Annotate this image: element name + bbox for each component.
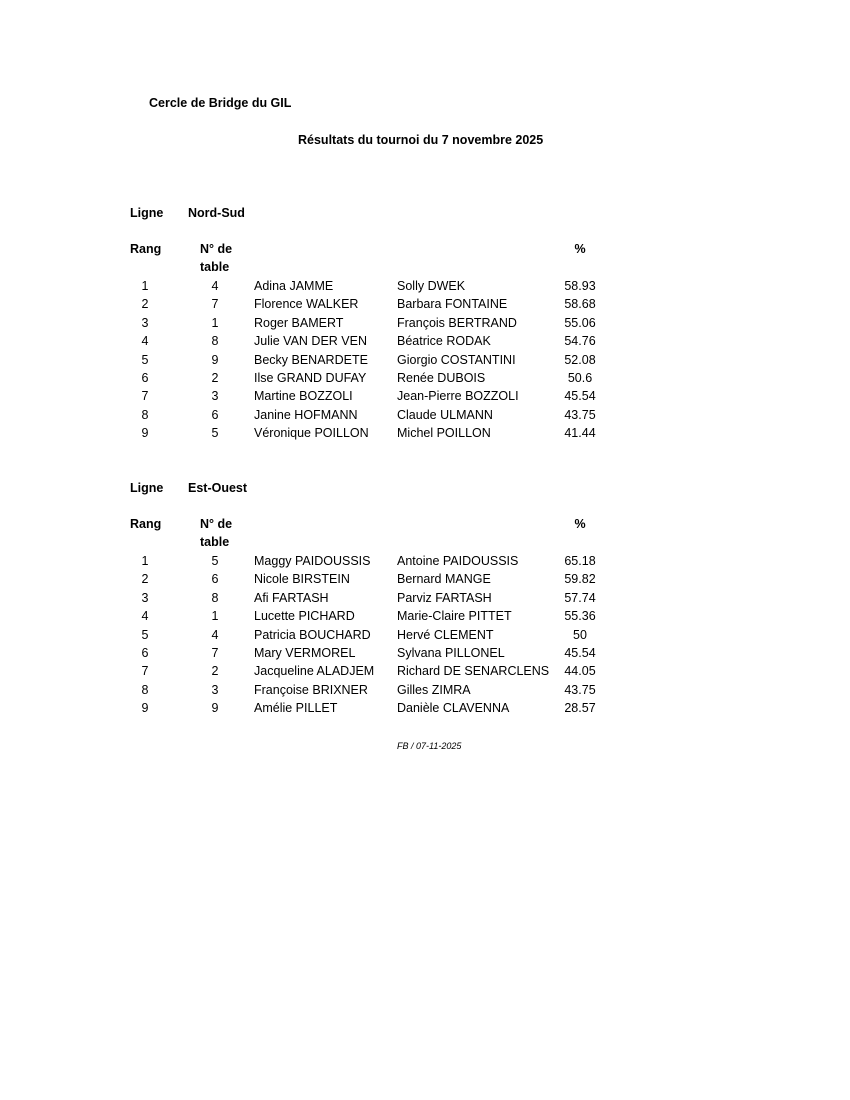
table-number-cell: 5 bbox=[211, 426, 219, 441]
player1-cell: Becky BENARDETE bbox=[254, 352, 368, 367]
rank-cell: 9 bbox=[141, 701, 149, 716]
club-name: Cercle de Bridge du GIL bbox=[149, 96, 292, 110]
table-number-cell: 7 bbox=[211, 646, 219, 660]
table-number-cell: 2 bbox=[211, 371, 219, 385]
player2-cell: Bernard MANGE bbox=[397, 572, 491, 587]
player2-cell: Sylvana PILLONEL bbox=[397, 646, 505, 660]
player2-cell: Gilles ZIMRA bbox=[397, 682, 471, 697]
table-number-cell: 1 bbox=[211, 315, 219, 330]
player1-cell: Véronique POILLON bbox=[254, 426, 369, 441]
player2-cell: Claude ULMANN bbox=[397, 407, 493, 422]
table-number-cell: 3 bbox=[211, 682, 219, 697]
percentage-cell: 43.75 bbox=[564, 407, 596, 422]
rank-cell: 7 bbox=[141, 389, 149, 404]
header-rang: Rang bbox=[130, 517, 162, 531]
player1-cell: Roger BAMERT bbox=[254, 315, 344, 330]
table-number-cell: 4 bbox=[211, 279, 219, 293]
player2-cell: François BERTRAND bbox=[397, 315, 517, 330]
player1-cell: Jacqueline ALADJEM bbox=[254, 664, 375, 679]
player1-cell: Julie VAN DER VEN bbox=[254, 334, 367, 349]
player1-cell: Nicole BIRSTEIN bbox=[254, 572, 350, 587]
player2-cell: Solly DWEK bbox=[397, 279, 466, 293]
rank-cell: 9 bbox=[141, 426, 149, 441]
rank-cell: 5 bbox=[141, 627, 149, 642]
table-number-cell: 4 bbox=[211, 627, 219, 642]
player1-cell: Florence WALKER bbox=[254, 297, 359, 312]
header-rang: Rang bbox=[130, 242, 162, 256]
footer-note: FB / 07-11-2025 bbox=[397, 741, 462, 751]
player1-cell: Amélie PILLET bbox=[254, 701, 338, 716]
rank-cell: 3 bbox=[141, 315, 149, 330]
percentage-cell: 55.36 bbox=[564, 609, 596, 624]
rank-cell: 8 bbox=[141, 407, 149, 422]
player1-cell: Martine BOZZOLI bbox=[254, 389, 353, 404]
percentage-cell: 52.08 bbox=[564, 352, 596, 367]
percentage-cell: 59.82 bbox=[564, 572, 596, 587]
player1-cell: Françoise BRIXNER bbox=[254, 682, 368, 697]
table-number-cell: 9 bbox=[211, 701, 219, 716]
table-number-cell: 5 bbox=[211, 554, 219, 568]
player1-cell: Mary VERMOREL bbox=[254, 646, 356, 660]
player2-cell: Marie-Claire PITTET bbox=[397, 609, 512, 624]
rank-cell: 8 bbox=[141, 682, 149, 697]
percentage-cell: 55.06 bbox=[564, 315, 596, 330]
percentage-cell: 50 bbox=[573, 627, 587, 642]
player2-cell: Danièle CLAVENNA bbox=[397, 701, 510, 716]
header-pct: % bbox=[574, 517, 586, 531]
player2-cell: Jean-Pierre BOZZOLI bbox=[397, 389, 519, 404]
player2-cell: Michel POILLON bbox=[397, 426, 491, 441]
player1-cell: Adina JAMME bbox=[254, 279, 334, 293]
player1-cell: Maggy PAIDOUSSIS bbox=[254, 554, 371, 568]
player2-cell: Béatrice RODAK bbox=[397, 334, 491, 349]
header-pct: % bbox=[574, 242, 586, 256]
rank-cell: 2 bbox=[141, 297, 149, 312]
rank-cell: 5 bbox=[141, 352, 149, 367]
percentage-cell: 58.93 bbox=[564, 279, 596, 293]
rank-cell: 2 bbox=[141, 572, 149, 587]
rank-cell: 4 bbox=[141, 609, 149, 624]
header-table: N° de bbox=[200, 517, 233, 531]
rank-cell: 3 bbox=[141, 590, 149, 605]
rank-cell: 7 bbox=[141, 664, 149, 679]
percentage-cell: 41.44 bbox=[564, 426, 596, 441]
player2-cell: Parviz FARTASH bbox=[397, 590, 492, 605]
player1-cell: Ilse GRAND DUFAY bbox=[254, 371, 367, 385]
rank-cell: 6 bbox=[141, 371, 149, 385]
table-number-cell: 8 bbox=[211, 590, 219, 605]
table-number-cell: 8 bbox=[211, 334, 219, 349]
player1-cell: Janine HOFMANN bbox=[254, 407, 358, 422]
ligne-value: Nord-Sud bbox=[188, 206, 245, 220]
ligne-value: Est-Ouest bbox=[188, 481, 248, 495]
page-title: Résultats du tournoi du 7 novembre 2025 bbox=[298, 133, 544, 147]
rank-cell: 1 bbox=[141, 554, 149, 568]
table-number-cell: 2 bbox=[211, 664, 219, 679]
player2-cell: Hervé CLEMENT bbox=[397, 627, 494, 642]
header-table-2: table bbox=[200, 535, 230, 549]
table-number-cell: 3 bbox=[211, 389, 219, 404]
table-number-cell: 6 bbox=[211, 407, 219, 422]
percentage-cell: 57.74 bbox=[564, 590, 596, 605]
rank-cell: 4 bbox=[141, 334, 149, 349]
ligne-label: Ligne bbox=[130, 481, 164, 495]
header-table-2: table bbox=[200, 260, 230, 274]
player1-cell: Lucette PICHARD bbox=[254, 609, 355, 624]
player2-cell: Renée DUBOIS bbox=[397, 371, 486, 385]
percentage-cell: 43.75 bbox=[564, 682, 596, 697]
player2-cell: Barbara FONTAINE bbox=[397, 297, 508, 312]
header-table: N° de bbox=[200, 242, 233, 256]
player1-cell: Afi FARTASH bbox=[254, 590, 329, 605]
percentage-cell: 45.54 bbox=[564, 389, 596, 404]
player1-cell: Patricia BOUCHARD bbox=[254, 627, 371, 642]
percentage-cell: 45.54 bbox=[564, 646, 596, 660]
percentage-cell: 54.76 bbox=[564, 334, 596, 349]
percentage-cell: 28.57 bbox=[564, 701, 596, 716]
percentage-cell: 65.18 bbox=[564, 554, 596, 568]
rank-cell: 1 bbox=[141, 279, 149, 293]
percentage-cell: 58.68 bbox=[564, 297, 596, 312]
table-number-cell: 7 bbox=[211, 297, 219, 312]
table-number-cell: 6 bbox=[211, 572, 219, 587]
table-number-cell: 1 bbox=[211, 609, 219, 624]
player2-cell: Richard DE SENARCLENS bbox=[397, 664, 550, 679]
rank-cell: 6 bbox=[141, 646, 149, 660]
percentage-cell: 50.6 bbox=[567, 371, 593, 385]
table-number-cell: 9 bbox=[211, 352, 219, 367]
ligne-label: Ligne bbox=[130, 206, 164, 220]
player2-cell: Giorgio COSTANTINI bbox=[397, 352, 516, 367]
player2-cell: Antoine PAIDOUSSIS bbox=[397, 554, 519, 568]
percentage-cell: 44.05 bbox=[564, 664, 596, 679]
